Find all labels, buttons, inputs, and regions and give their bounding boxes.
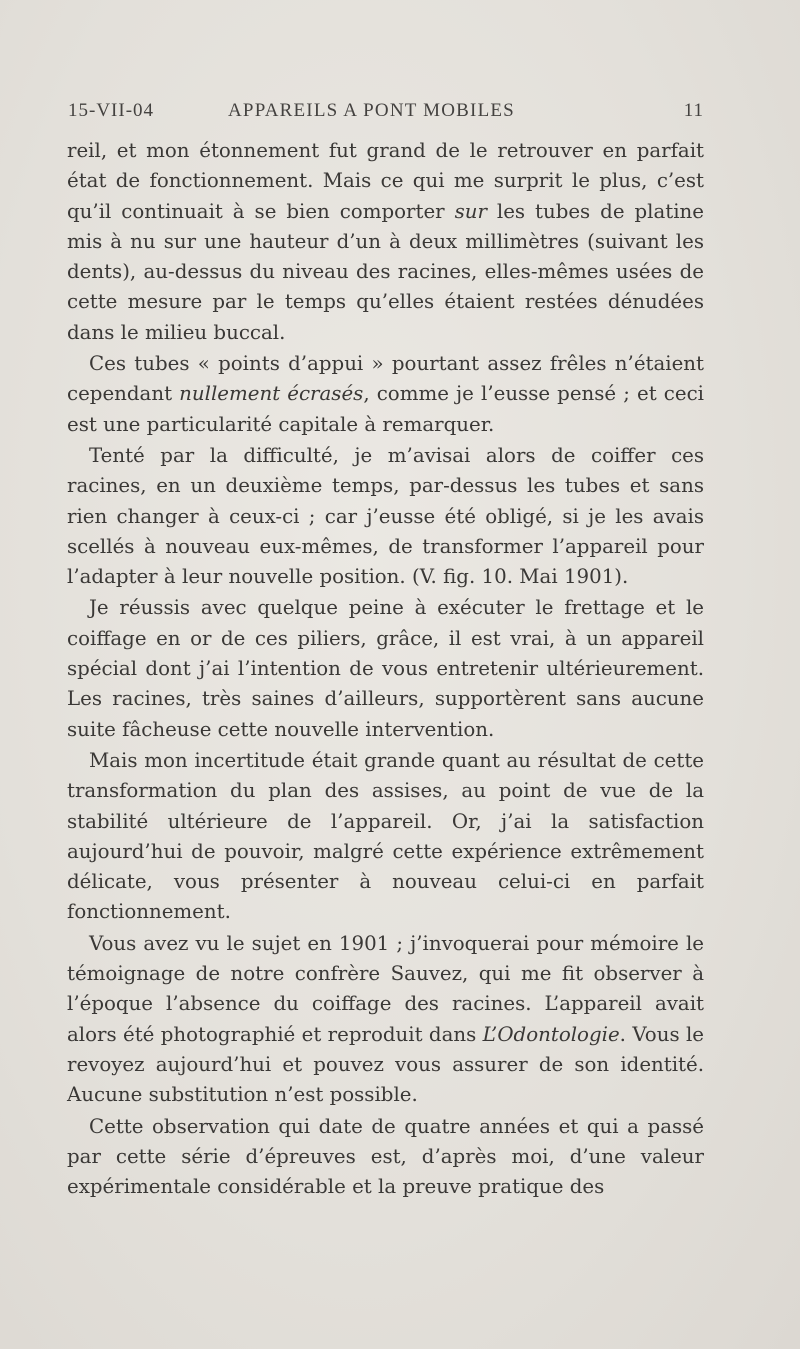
paragraph	[67, 441, 704, 592]
text-run: Mais mon incertitude était grande quant au résultat de cette transformation du plan des assises, au point de vue de la stabilité ultérieure de l’appareil. Or, j’ai la satisfaction aujourd’hui de pouvoir, malgré cette expérience extrêmement délicate, vous présenter à nouveau celui-ci en parfait fonctionnement.	[67, 748, 704, 924]
paragraph	[67, 929, 704, 1111]
text-run: Ces tubes « points d’appui » pourtant assez frêles n’étaient cependant	[67, 352, 704, 406]
italic-text-run: nullement écrasés	[179, 382, 364, 406]
page-number: 11	[683, 100, 704, 121]
italic-text-run: sur	[454, 199, 487, 223]
running-title: APPAREILS A PONT MOBILES	[228, 100, 515, 121]
paragraph	[67, 349, 704, 440]
text-run: Je réussis avec quelque peine à exécuter le frettage et le coiffage en or de ces piliers, grâce, il est vrai, à un appareil spécial dont j’ai l’intention de vous entretenir ultérieurement. Les racines, très saines d’ailleurs, supportèrent sans aucune suite fâcheuse cette nouvelle intervention.	[67, 596, 704, 741]
body-text	[67, 136, 704, 1202]
paragraph	[67, 746, 704, 928]
text-run: reil, et mon étonnement fut grand de le retrouver en parfait état de fonctionnement. Mais ce qui me surprit le plus, c’est qu’il continuait à se bien comporter	[67, 139, 704, 223]
paragraph	[67, 1112, 704, 1203]
text-run: , comme je l’eusse pensé ; et ceci est une particularité capitale à remarquer.	[67, 382, 704, 436]
text-run: . Vous le revoyez aujourd’hui et pouvez vous assurer de son identité. Aucune substitution n’est possible.	[67, 1022, 704, 1107]
paragraph	[67, 136, 704, 348]
header-date: 15-VII-04	[68, 100, 155, 121]
page-header	[68, 100, 704, 128]
text-run: Cette observation qui date de quatre années et qui a passé par cette série d’épreuves est, d’après moi, d’une valeur expérimentale considérable et la preuve pratique des	[67, 1114, 704, 1199]
text-run: Vous avez vu le sujet en 1901 ; j’invoquerai pour mémoire le témoignage de notre confrère Sauvez, qui me fit observer à l’époque l’absence du coiffage des racines. L’appareil avait alors été photographié et reproduit dans	[67, 931, 704, 1046]
italic-text-run: L’Odontologie	[482, 1022, 620, 1046]
text-run: Tenté par la difficulté, je m’avisai alors de coiffer ces racines, en un deuxième temps, par-dessus les tubes et sans rien changer à ceux-ci ; car j’eusse été obligé, si je les avais scellés à nouveau eux-mêmes, de transformer l’appareil pour l’adapter à leur nouvelle position. (V. fig. 10. Mai 1901).	[67, 443, 704, 589]
paragraph	[67, 593, 704, 744]
text-run: les tubes de platine mis à nu sur une hauteur d’un à deux millimètres (suivant les dents), au-dessus du niveau des racines, elles-mêmes usées de cette mesure par le temps qu’elles étaient restées dénudées dans le milieu buccal.	[67, 199, 704, 344]
